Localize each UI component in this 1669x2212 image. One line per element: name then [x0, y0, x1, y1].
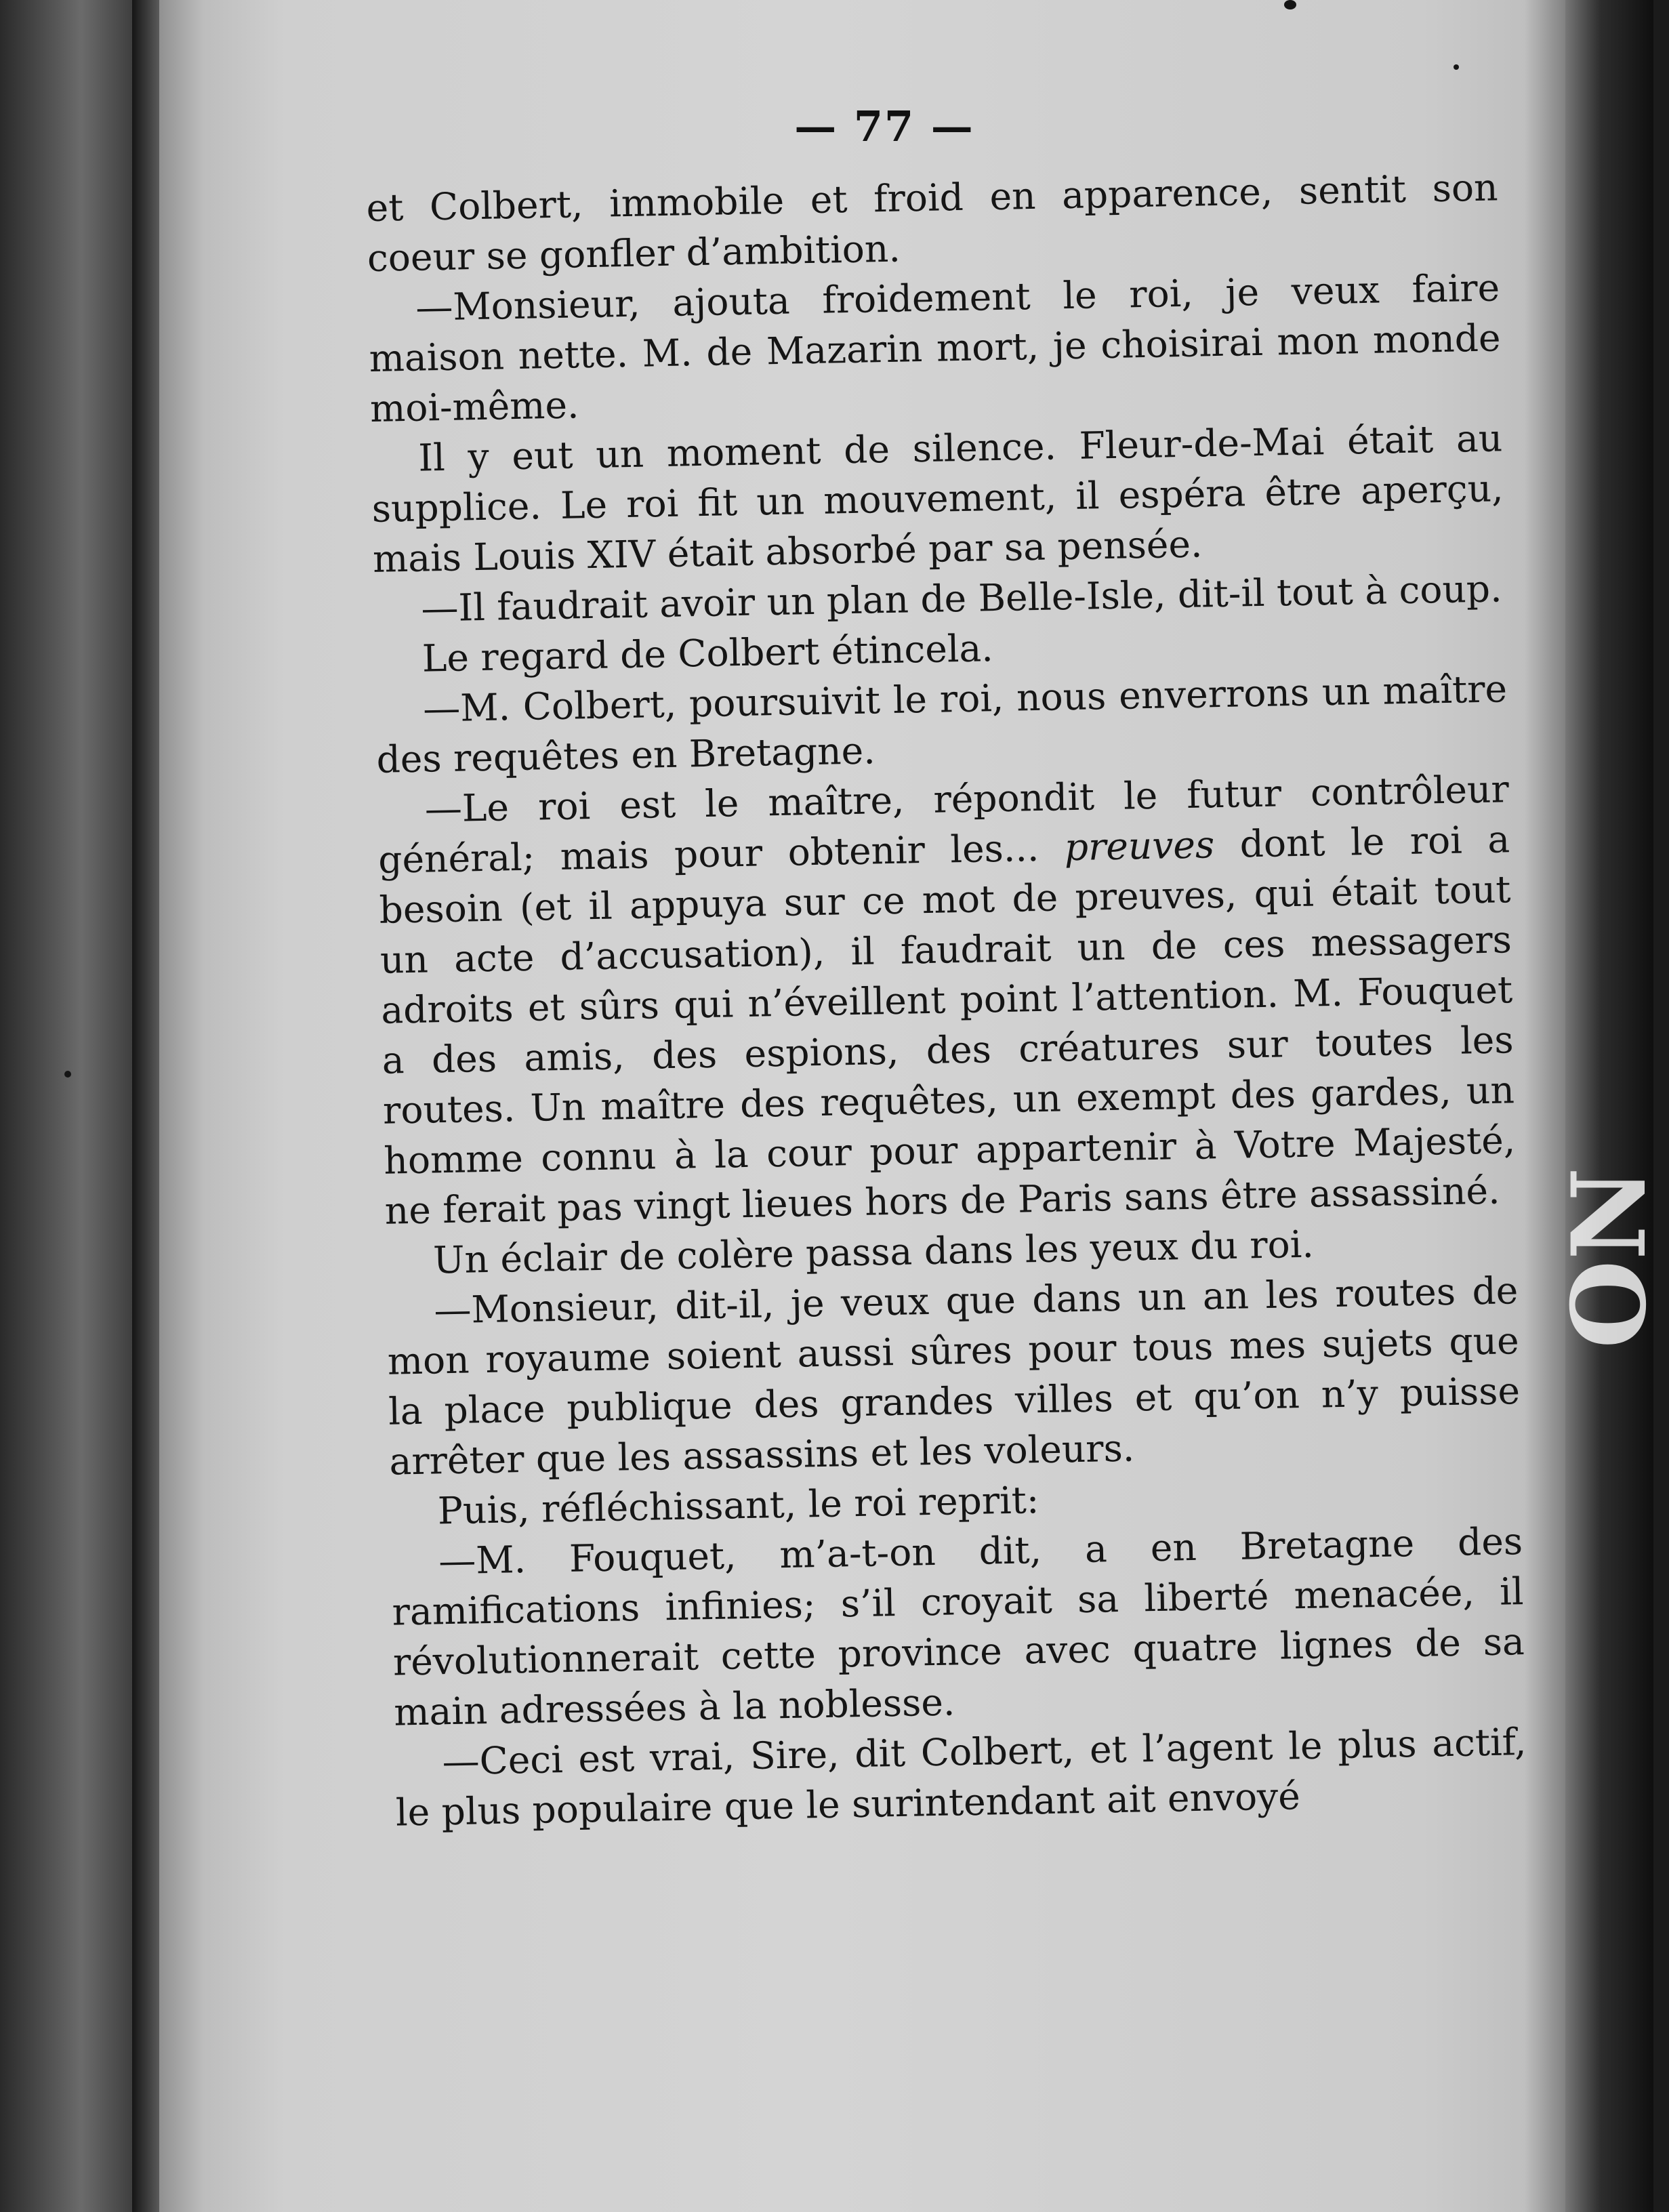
paragraph	[377, 764, 1517, 1235]
edge-bleed-lettering: ON	[1550, 1167, 1669, 1349]
emphasized-word: preuves	[1064, 823, 1215, 869]
body-text	[366, 162, 1527, 1837]
paragraph: —Monsieur, ajouta froidement le roi, je veux faire maison nette. M. de Mazarin mort, je choisirai mon monde moi-même.	[369, 266, 1502, 430]
paragraph-text: dont le roi a besoin (et il appuya sur ce mot de preuves, qui était tout un acte d’accusation), il faudrait un de ces messagers adroits et sûrs qui n’éveillent point l’attention. M. Fouquet a des amis, des espions, des créatures sur toutes les routes. Un maître des requêtes, un exempt des gardes, un homme connu à la cour pour appartenir à Votre Majesté, ne ferait pas vingt lieues hors de Paris sans être assassiné.	[379, 817, 1516, 1233]
paragraph: Puis, réfléchissant, le roi reprit:	[437, 1478, 1039, 1533]
paragraph: Un éclair de colère passa dans les yeux du roi.	[432, 1222, 1315, 1282]
page-number: — 77 —	[794, 102, 974, 151]
dust-speck	[1454, 64, 1459, 70]
paragraph: —M. Fouquet, m’a-t-on dit, a en Bretagne des ramifications infinies; s’il croyait sa liberté menacée, il révolutionnerait cette province avec quatre lignes de sa main adressées à la noblesse.	[392, 1519, 1525, 1734]
paragraph: Il y eut un moment de silence. Fleur-de-Mai était au supplice. Le roi fit un mouvement, il espéra être aperçu, mais Louis XIV était absorbé par sa pensée.	[371, 416, 1504, 581]
paragraph-text: —Le roi est le maître, répondit le futur contrôleur général; mais pour obtenir les...	[377, 767, 1510, 882]
paragraph: Le regard de Colbert étincela.	[421, 626, 994, 680]
paragraph: —Monsieur, dit-il, je veux que dans un an les routes de mon royaume soient aussi sûres pour tous mes sujets que la place publique des grandes villes et qu’on n’y puisse arrêter que les assassins et les voleurs.	[387, 1269, 1521, 1483]
dust-speck	[64, 1071, 71, 1078]
paragraph: —Il faudrait avoir un plan de Belle-Isle, dit-il tout à coup.	[420, 567, 1503, 630]
dust-speck	[1284, 0, 1296, 9]
paragraph: —Ceci est vrai, Sire, dit Colbert, et l’agent le plus actif, le plus populaire que le surintendant ait envoyé	[395, 1720, 1527, 1835]
gutter-shadow	[132, 0, 159, 2212]
paragraph: —M. Colbert, poursuivit le roi, nous enverrons un maître des requêtes en Bretagne.	[376, 667, 1508, 781]
paragraph: et Colbert, immobile et froid en apparence, sentit son coeur se gonfler d’ambition.	[366, 165, 1498, 280]
